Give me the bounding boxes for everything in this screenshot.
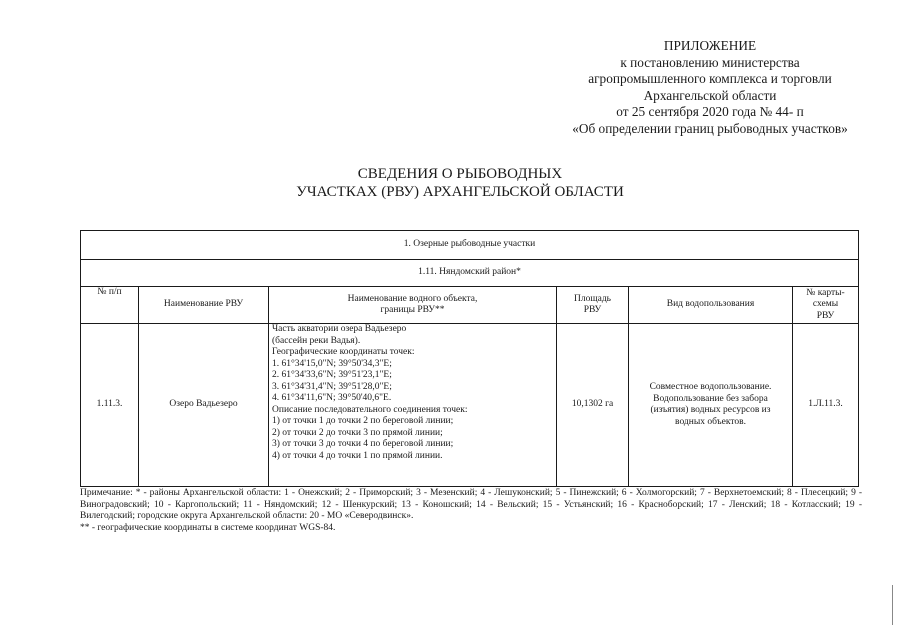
header-line: от 25 сентября 2020 года № 44- п xyxy=(616,104,804,119)
appendix-header xyxy=(540,38,880,137)
document-title xyxy=(250,165,670,201)
header-line: Архангельской области xyxy=(643,87,777,103)
cell-description xyxy=(269,324,557,487)
description-line: 1. 61°34'15,0"N; 39°50'34,3"E; xyxy=(272,358,392,369)
col-header-object-line: Наименование водного объекта, xyxy=(347,293,478,304)
usage-line: водных объектов. xyxy=(675,416,746,427)
col-header-map-line: РВУ xyxy=(816,310,835,321)
header-line: ПРИЛОЖЕНИЕ xyxy=(663,38,757,53)
section-title: 1. Озерные рыбоводные участки xyxy=(81,231,859,260)
col-header-usage: Вид водопользования xyxy=(629,287,793,324)
description-line: (бассейн реки Вадья). xyxy=(272,335,361,346)
header-line: агропромышленного комплекса и торговли xyxy=(588,71,832,86)
footnote-districts: Примечание: * - районы Архангельской области: 1 - Онежский; 2 - Приморский; 3 - Мезенский; 4 - Лешуконский; 5 - Пинежский; 6 - Холмогорский; 7 - Верхнетоемский; 8 - Плесецкий; 9 - Виноградовский; 10 - Каргопольский; 11 - Няндомский; 12 - Шенкурский; 13 - Коношский; 14 - Вельский; 15 - Устьянский; 16 - Красноборский; 17 - Ленский; 18 - Котласский; 19 - Вилегодский; городские округа Архангельской области: 20 - МО «Северодвинск». xyxy=(80,488,862,522)
cell-name: Озеро Вадьезеро xyxy=(139,324,269,487)
rvu-table xyxy=(80,230,859,487)
header-line: «Об определении границ рыбоводных участков» xyxy=(572,120,848,136)
description-line: Географические координаты точек: xyxy=(272,347,415,357)
header-line: к постановлению министерства xyxy=(620,54,800,70)
col-header-num: № п/п xyxy=(81,287,139,324)
subsection-title: 1.11. Няндомский район* xyxy=(81,260,859,287)
cell-map: 1.Л.11.3. xyxy=(793,324,859,487)
col-header-map-line: схемы xyxy=(812,299,839,310)
cell-usage xyxy=(629,324,793,487)
description-line: 3. 61°34'31,4"N; 39°51'28,0"E; xyxy=(272,381,392,392)
title-line: УЧАСТКАХ (РВУ) АРХАНГЕЛЬСКОЙ ОБЛАСТИ xyxy=(296,184,624,200)
col-header-area-line: РВУ xyxy=(583,305,602,315)
col-header-object-line: границы РВУ** xyxy=(380,305,445,315)
footnotes xyxy=(80,488,862,534)
description-line: 3) от точки 3 до точки 4 по береговой линии; xyxy=(272,439,454,449)
description-line: 4. 61°34'11,6"N; 39°50'40,6"E. xyxy=(272,393,392,403)
col-header-map xyxy=(793,287,859,324)
description-line: 2. 61°34'33,6"N; 39°51'23,1"E; xyxy=(272,370,392,380)
title-line: СВЕДЕНИЯ О РЫБОВОДНЫХ xyxy=(357,166,563,182)
cell-area: 10,1302 га xyxy=(557,324,629,487)
description-line: Описание последовательного соединения точек: xyxy=(272,404,468,415)
usage-line: (изъятия) водных ресурсов из xyxy=(650,405,771,415)
usage-line: Водопользование без забора xyxy=(653,393,768,404)
cell-num: 1.11.3. xyxy=(81,324,139,487)
description-line: Часть акватории озера Вадьезеро xyxy=(272,324,407,334)
description-line: 2) от точки 2 до точки 3 по прямой линии; xyxy=(272,427,443,438)
col-header-object xyxy=(269,287,557,324)
table-row xyxy=(81,324,859,487)
col-header-name: Наименование РВУ xyxy=(139,287,269,324)
description-line: 4) от точки 4 до точки 1 по прямой линии. xyxy=(272,450,443,461)
col-header-area-line: Площадь xyxy=(573,293,612,304)
col-header-map-line: № карты- xyxy=(806,287,845,298)
col-header-area xyxy=(557,287,629,324)
scan-edge-mark xyxy=(892,585,893,625)
usage-line: Совместное водопользование. xyxy=(649,382,772,392)
description-line: 1) от точки 1 до точки 2 по береговой линии; xyxy=(272,416,454,426)
footnote-coordinates: ** - географические координаты в системе координат WGS-84. xyxy=(80,522,336,533)
